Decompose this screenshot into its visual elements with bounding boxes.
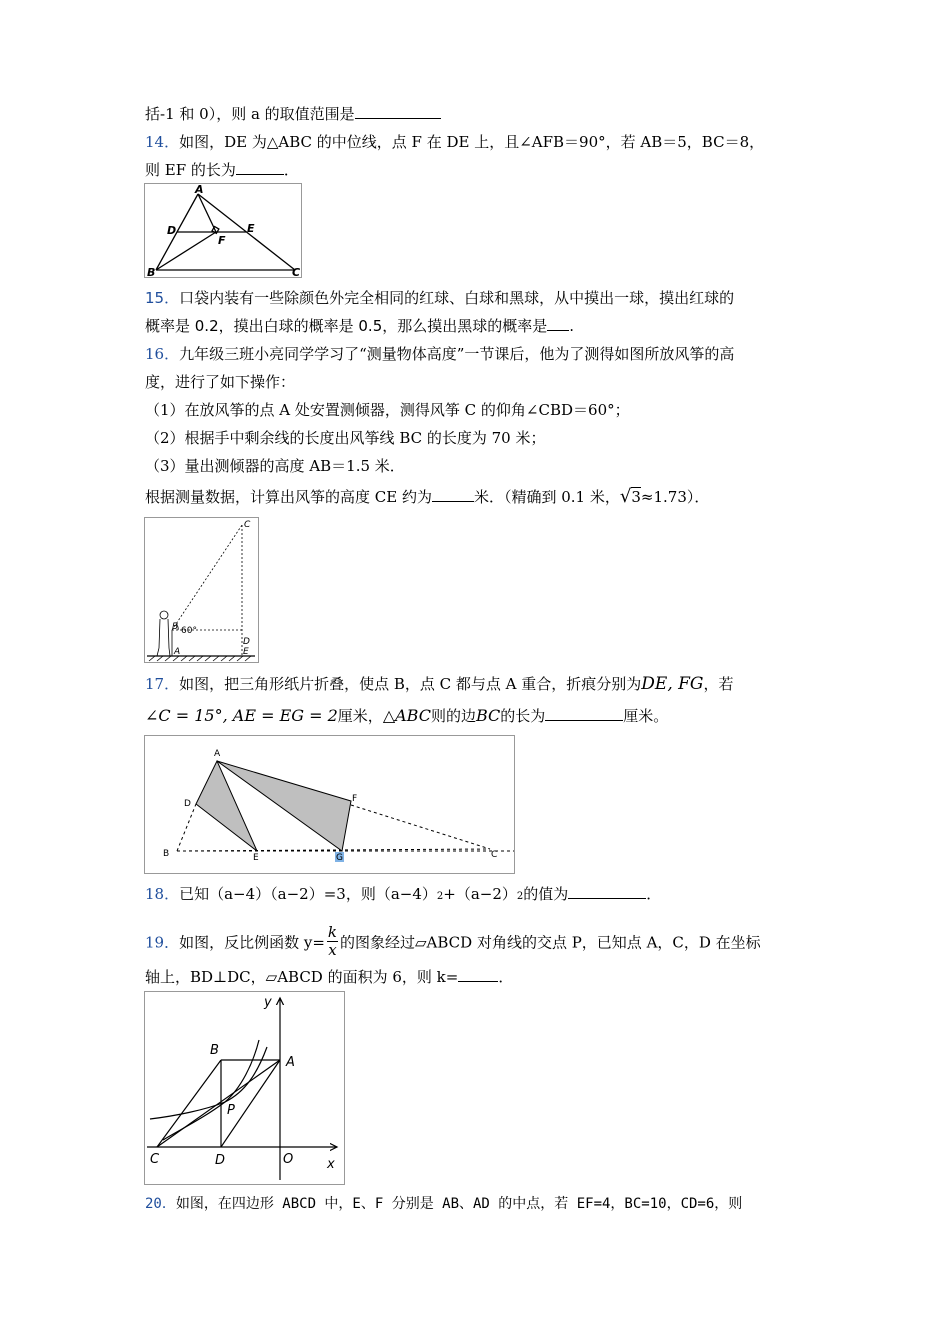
fig-label-D: D bbox=[215, 1153, 226, 1168]
q13-tail-text: 括-1 和 0），则 a 的取值范围是 bbox=[145, 105, 355, 123]
q16-line1 bbox=[145, 344, 734, 364]
q16-last-text2: 米．（精确到 0.1 米， bbox=[473, 488, 620, 506]
question-number: 18． bbox=[145, 885, 180, 903]
fig-label-D: D bbox=[243, 637, 250, 647]
q14-punct: ． bbox=[283, 161, 299, 179]
q19-text3: 轴上，BD⊥DC，▱ABCD 的面积为 6，则 k= bbox=[145, 968, 459, 986]
q15-text2: 概率是 0.2，摸出白球的概率是 0.5，那么摸出黑球的概率是 bbox=[145, 317, 548, 335]
q17-text-b: ，若 bbox=[703, 675, 734, 693]
fig-label-C: C bbox=[491, 850, 498, 860]
q17-text2: 厘米， bbox=[337, 707, 383, 725]
q17-line2 bbox=[145, 706, 668, 726]
q17-text: 如图，把三角形纸片折叠，使点 B，点 C 都与点 A 重合，折痕分别为 bbox=[179, 675, 642, 693]
q17-line1 bbox=[145, 674, 734, 694]
q16-step1 bbox=[145, 400, 630, 420]
fig-label-D: D bbox=[184, 799, 191, 809]
q17-text3: 则的边 bbox=[430, 707, 476, 725]
fig-angle-label: 60° bbox=[181, 626, 197, 636]
q20-line1 bbox=[145, 1194, 742, 1214]
q18-exponent: 2 bbox=[436, 891, 444, 902]
fig-label-P: P bbox=[227, 1103, 235, 1118]
fig-label-A: A bbox=[214, 749, 221, 759]
q18-punct: ． bbox=[646, 885, 662, 903]
fig-label-E: E bbox=[253, 853, 259, 863]
q18-exponent2: 2 bbox=[516, 891, 524, 902]
q14-text2: 则 EF 的长为 bbox=[145, 161, 236, 179]
answer-blank bbox=[236, 160, 284, 175]
q16-figure bbox=[144, 517, 259, 663]
q16-text: 九年级三班小亮同学学习了“测量物体高度”一节课后，他为了测得如图所放风筝的高 bbox=[179, 345, 735, 363]
q14-line1 bbox=[145, 132, 764, 152]
answer-blank bbox=[568, 884, 646, 899]
q14-line2 bbox=[145, 160, 299, 180]
q17-math-bc: BC bbox=[475, 706, 501, 725]
fig-label-F: F bbox=[352, 794, 358, 804]
q17-math-creases: DE, FG bbox=[641, 674, 704, 694]
q16-last-text: 根据测量数据，计算出风筝的高度 CE 约为 bbox=[145, 488, 432, 506]
q16-line2 bbox=[145, 372, 295, 392]
q16-step2-text: （2）根据手中剩余线的长度出风筝线 BC 的长度为 70 米； bbox=[145, 429, 546, 447]
answer-blank bbox=[545, 706, 623, 721]
answer-blank bbox=[547, 316, 569, 331]
q13-tail-line bbox=[145, 104, 441, 124]
q19-punct: ． bbox=[498, 968, 514, 986]
q15-text: 口袋内装有一些除颜色外完全相同的红球、白球和黑球，从中摸出一球，摸出红球的 bbox=[179, 289, 735, 307]
fig-label-A: A bbox=[174, 647, 181, 657]
q20-text: 如图，在四边形 ABCD 中，E、F 分别是 AB、AD 的中点，若 EF=4，BC=10，CD=6，则 bbox=[175, 1196, 743, 1212]
question-number: 16． bbox=[145, 345, 180, 363]
q15-line2 bbox=[145, 316, 574, 336]
sqrt-symbol: √ bbox=[619, 486, 632, 507]
fig-label-C: C bbox=[150, 1152, 160, 1167]
fig-label-G: G bbox=[336, 853, 343, 863]
q18-text2: +（a−2） bbox=[443, 885, 517, 903]
question-number: 20． bbox=[145, 1196, 176, 1212]
fig-label-B: B bbox=[163, 849, 170, 859]
q16-last-text3: ≈1.73）． bbox=[640, 488, 710, 506]
q19-text2: 的图象经过▱ABCD 对角线的交点 P，已知点 A，C，D 在坐标 bbox=[340, 933, 761, 952]
fig-label-O: O bbox=[283, 1152, 294, 1167]
q16-last-line bbox=[145, 487, 709, 507]
q15-line1 bbox=[145, 288, 734, 308]
q18-text3: 的值为 bbox=[523, 885, 569, 903]
fraction-denominator: x bbox=[328, 941, 337, 959]
fig-label-C: C bbox=[244, 520, 251, 530]
sqrt-radicand: 3 bbox=[631, 488, 641, 506]
q16-step2 bbox=[145, 428, 545, 448]
question-number: 15． bbox=[145, 289, 180, 307]
q16-step3 bbox=[145, 456, 405, 476]
q16-step3-text: （3）量出测倾器的高度 AB＝1.5 米． bbox=[145, 457, 405, 475]
q14-text: 如图，DE 为△ABC 的中位线，点 F 在 DE 上，且∠AFB＝90°，若 AB＝5，BC＝8， bbox=[179, 133, 765, 151]
q19-line2 bbox=[145, 967, 513, 987]
fraction-numerator: k bbox=[327, 923, 337, 941]
fig-label-C: C bbox=[292, 266, 301, 277]
question-number: 14． bbox=[145, 133, 180, 151]
fig-label-B: B bbox=[147, 266, 156, 277]
fig-label-A: A bbox=[286, 1055, 295, 1070]
q17-math-triangle: △ABC bbox=[382, 706, 431, 725]
question-number: 19． bbox=[145, 933, 180, 952]
question-number: 17． bbox=[145, 675, 180, 693]
fig-label-E: E bbox=[243, 647, 249, 657]
q18-text: 已知（a−4）（a−2）=3，则（a−4） bbox=[179, 885, 437, 903]
fig-label-A: A bbox=[195, 184, 204, 196]
fig-label-B: B bbox=[172, 622, 179, 632]
fig-label-x: x bbox=[327, 1157, 335, 1172]
q17-figure bbox=[144, 735, 515, 874]
q19-text: 如图，反比例函数 y= bbox=[179, 933, 325, 952]
q18-line bbox=[145, 884, 661, 907]
q17-text4: 的长为 bbox=[500, 707, 546, 725]
fig-label-y: y bbox=[264, 995, 272, 1010]
q16-step1-text: （1）在放风筝的点 A 处安置测倾器，测得风筝 C 的仰角∠CBD＝60°； bbox=[145, 401, 630, 419]
q19-line1 bbox=[145, 923, 761, 961]
q19-figure bbox=[144, 991, 345, 1185]
fraction-k-over-x bbox=[327, 924, 338, 959]
q15-punct: . bbox=[569, 317, 575, 335]
answer-blank bbox=[432, 487, 474, 502]
fig-label-F: F bbox=[218, 234, 226, 247]
fig-label-B: B bbox=[210, 1043, 219, 1058]
q16-text2: 度，进行了如下操作： bbox=[145, 373, 296, 391]
fig-label-D: D bbox=[167, 224, 177, 237]
q14-figure bbox=[144, 183, 302, 278]
q17-text5: 厘米。 bbox=[623, 707, 669, 725]
q17-math-condition: ∠C = 15°, AE = EG = 2 bbox=[145, 706, 338, 725]
fig-label-E: E bbox=[247, 222, 255, 235]
answer-blank bbox=[458, 967, 498, 982]
answer-blank bbox=[355, 104, 441, 119]
